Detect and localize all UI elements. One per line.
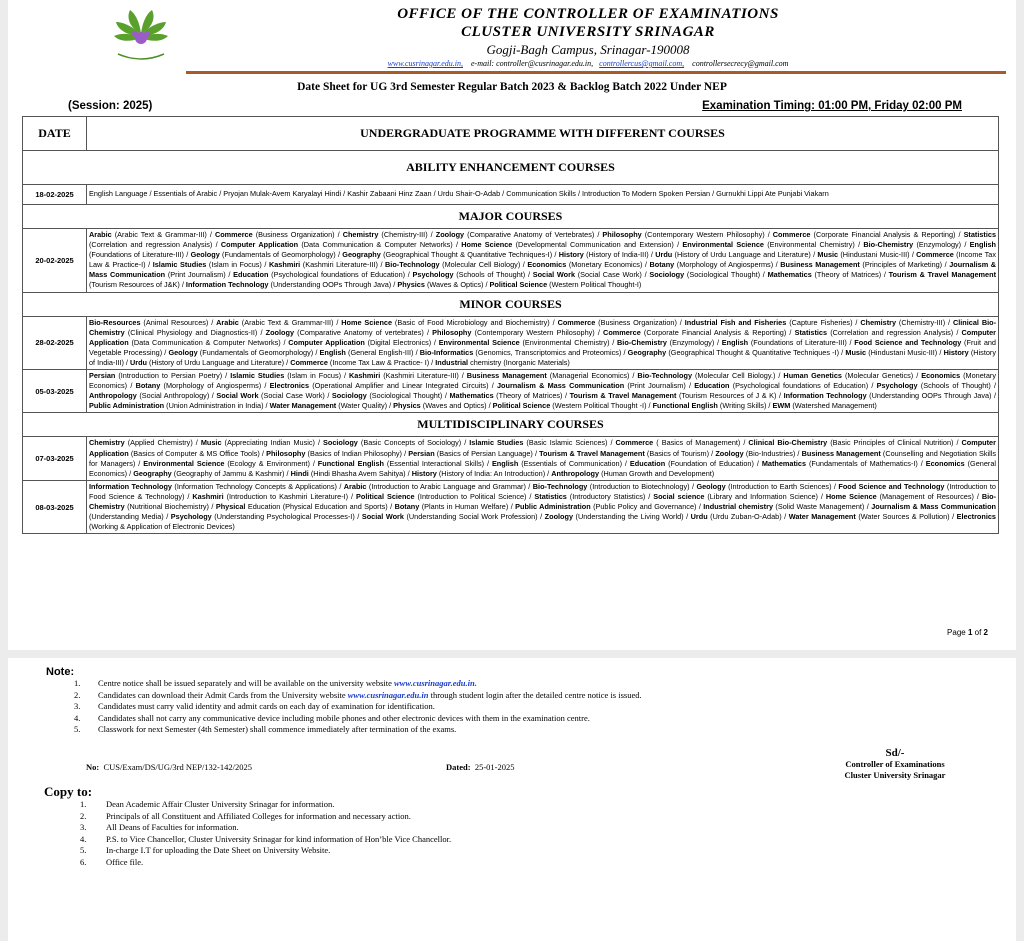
email-label: e-mail: <box>470 59 495 68</box>
row-courses: Chemistry (Applied Chemistry) / Music (Appreciating Indian Music) / Sociology (Basic Concepts of Sociology) / Islamic Studies (Basic Islamic Sciences) / Commerce ( Basics of Management) / Clinical Bio-Chemistry (Basic Principles of Clinical Nutrition) / Computer Application (Basics of Computer & MS Office Tools) / Philosophy (Basics of Indian Philosophy) / Persian (Basics of Persian Language) / Tourism & Travel Management (Basics of Tourism) / Zoology (Bio-Industries) / Business Management (Counselling and Negotiation Skills for Managers) / Environmental Science (Ecology & Environment) / Functional English (Essential Interactional Skills) / English (Essentials of Communication) / Education (Foundation of Education) / Mathematics (Fundamentals of Mathematics-I) / Economics (General Economics) / Geography (Geography of Jammu & Kashmir) / Hindi (Hindi Bhasha Avem Sahitya) / History (History of India: An Introduction) / Anthropology (Human Growth and Development) <box>87 437 999 480</box>
campus-address: Gogji-Bagh Campus, Srinagar-190008 <box>486 42 690 57</box>
note-item: 1. Centre notice shall be issued separately and will be available on the university website www.cusrinagar.edu.in. <box>74 678 477 688</box>
university-name: CLUSTER UNIVERSITY SRINAGAR <box>461 24 715 40</box>
signatory-title: Controller of Examinations <box>845 759 945 769</box>
page-current: 1 <box>967 628 973 637</box>
page-of-label: of <box>974 628 982 637</box>
date-sheet-table <box>22 116 999 534</box>
section-multidisciplinary: MULTIDISCIPLINARY COURSES <box>23 413 999 437</box>
row-date: 28-02-2025 <box>23 316 87 369</box>
website-link[interactable]: www.cusrinagar.edu.in <box>347 689 429 700</box>
contact-line <box>168 59 1008 68</box>
date-column-header: DATE <box>23 117 87 151</box>
note-item: 3. Candidates must carry valid identity and admit cards on each day of examination for identification. <box>74 701 435 711</box>
date-sheet-title: Date Sheet for UG 3rd Semester Regular Batch 2023 & Backlog Batch 2022 Under NEP <box>297 81 727 93</box>
row-date: 07-03-2025 <box>23 437 87 480</box>
issue-date: Dated: 25-01-2025 <box>446 762 515 772</box>
session-label: (Session: 2025) <box>68 100 153 112</box>
header-rule <box>186 71 1006 74</box>
copy-item: 5. In-charge I.T for uploading the Date Sheet on University Website. <box>80 845 331 855</box>
row-courses: Arabic (Arabic Text & Grammar-III) / Commerce (Business Organization) / Chemistry (Chemistry-III) / Zoology (Comparative Anatomy of Vertebrates) / Philosophy (Contemporary Western Philosophy) / Commerce (Corporate Financial Analysis & Reporting) / Statistics (Correlation and regression Analysis) / Computer Application (Data Communication & Computer Networks) / Home Science (Developmental Communication and Extension) / Environmental Science (Environmental Chemistry) / Bio-Chemistry (Enzymology) / English (Foundations of Literature-III) / Geology (Fundamentals of Geomorphology) / Geography (Geographical Thought & Quantitative Techniques-I) / History (History of India-III) / Urdu (History of Urdu Language and Literature) / Music (Hindustani Music-III) / Commerce (Income Tax Law & Practice-I) / Islamic Studies (Islam in Focus) / Kashmiri (Kashmiri Literature-III) / Bio-Technology (Molecular Cell Biology) / Economics (Monetary Economics) / Botany (Morphology of Angiosperms) / Business Management (Principles of Marketing) / Journalism & Mass Communication (Print Journalism) / Education (Psychological foundations of Education) / Psychology (Schools of Thought) / Social Work (Social Case Work) / Sociology (Sociological Thought) / Mathematics (Theory of Matrices) / Tourism & Travel Management (Tourism Resources of J&K) / Information Technology (Understanding OOPs Through Java) / Physics (Waves & Optics) / Political Science (Western Political Thought-I) <box>87 229 999 293</box>
university-logo <box>106 4 176 68</box>
row-date: 18-02-2025 <box>23 185 87 205</box>
note-item: 2. Candidates can download their Admit Cards from the University website www.cusrinagar.edu.in through student login after the detailed centre notice is issued. <box>74 689 642 700</box>
row-courses: Bio-Resources (Animal Resources) / Arabic (Arabic Text & Grammar-III) / Home Science (Basic of Food Microbiology and Biochemistry) / Commerce (Business Organization) / Industrial Fish and Fisheries (Capture Fisheries) / Chemistry (Chemistry-III) / Clinical Bio-Chemistry (Clinical Physiology and Diagnostics-II) / Zoology (Comparative Anatomy of vertebrates) / Philosophy (Contemporary Western Philosophy) / Commerce (Corporate Financial Analysis & Reporting) / Statistics (Correlation and regression Analysis) / Computer Application (Data Communication & Computer Networks) / Computer Application (Digital Electronics) / Environmental Science (Environmental Chemistry) / Bio-Chemistry (Enzymology) / English (Foundations of Literature-III) / Food Science and Technology (Fruit and Vegetable Processing) / Geology (Fundamentals of Geomorphology) / English (General English-III) / Bio-Informatics (Genomics, Transcriptomics and Proteomics) / Geography (Geographical Thought & Quantitative Techniques -I) / Music (Hindustani Music-III) / History (History of India-III) / Urdu (History of Urdu Language and Literature) / Commerce (Income Tax Law & Practice- I) / Industrial chemistry (Inorganic Materials) <box>87 316 999 369</box>
row-date: 08-03-2025 <box>23 480 87 533</box>
section-major: MAJOR COURSES <box>23 205 999 229</box>
signatory-org: Cluster University Srinagar <box>844 770 946 780</box>
page-2 <box>8 658 1016 941</box>
note-item: 5. Classwork for next Semester (4th Semester) shall commence immediately after termination of the exams. <box>74 724 457 734</box>
signature-block <box>830 748 960 781</box>
row-date: 20-02-2025 <box>23 229 87 293</box>
row-courses: Information Technology (Information Technology Concepts & Applications) / Arabic (Introduction to Arabic Language and Grammar) / Bio-Technology (Introduction to Biotechnology) / Geology (Introduction to Earth Sciences) / Food Science and Technology (Introduction to Food Science & Technology) / Kashmiri (Introduction to Kashmiri Literature-I) / Political Science (Introduction to Political Science) / Statistics (Introductory Statistics) / Social science (Library and Information Science) / Home Science (Management of Resources) / Bio-Chemistry (Nutritional Biochemistry) / Physical Education (Physical Education and Sports) / Botany (Plants in Human Welfare) / Public Administration (Public Policy and Governance) / Industrial chemistry (Solid Waste Management) / Journalism & Mass Communication (Understanding Media) / Psychology (Understanding Psychological Processes-I) / Social Work (Understanding Social Work Profession) / Zoology (Understanding the Living World) / Urdu (Urdu Zuban-O-Adab) / Water Management (Water Sources & Pollution) / Electronics (Working & Application of Electronic Devices) <box>87 480 999 533</box>
row-courses: Persian (Introduction to Persian Poetry) / Islamic Studies (Islam in Focus) / Kashmiri (Kashmiri Literature-III) / Business Management (Managerial Economics) / Bio-Technology (Molecular Cell Biology.) / Human Genetics (Molecular Genetics) / Economics (Monetary Economics) / Botany (Morphology of Angiosperms) / Electronics (Operational Amplifier and Linear Integrated Circuits) / Journalism & Mass Communication (Print Journalism) / Education (Psychological foundations of Education) / Psychology (Schools of Thought) / Anthropology (Social Anthropology) / Social Work (Social Case Work) / Sociology (Sociological Thought) / Mathematics (Theory of Matrices) / Tourism & Travel Management (Tourism Resources of J & K) / Information Technology (Understanding OOPs Through Java) / Public Administration (Union Administration in India) / Water Management (Water Quality) / Physics (Waves and Optics) / Political Science (Western Political Thought -I) / Functional English (Writing Skills) / EWM (Watershed Management) <box>87 370 999 413</box>
exam-timing: Examination Timing: 01:00 PM, Friday 02:00 PM <box>702 100 962 112</box>
section-minor: MINOR COURSES <box>23 292 999 316</box>
copy-item: 6. Office file. <box>80 856 144 867</box>
copy-item: 4. P.S. to Vice Chancellor, Cluster University Srinagar for kind information of Hon’ble Vice Chancellor. <box>80 833 452 844</box>
row-courses: English Language / Essentials of Arabic / Pryojan Mulak-Avem Karyalayi Hindi / Kashir Zabaani Hinz Zaan / Urdu Shair-O-Adab / Communication Skills / Introduction To Modern Spoken Persian / Gurnukhi Lippi Ate Punjabi Viakarn <box>87 185 999 205</box>
copy-to-list <box>80 799 980 868</box>
signature-sd: Sd/- <box>885 747 905 759</box>
note-item: 4. Candidates shall not carry any communicative device including mobile phones and other electronic devices with them in the examination centre. <box>74 712 590 723</box>
email-1[interactable]: controller@cusrinagar.edu.in, <box>496 59 594 68</box>
page-total: 2 <box>983 628 988 637</box>
page-1 <box>8 0 1016 650</box>
page-label: Page <box>947 628 966 637</box>
section-ability-enhancement: ABILITY ENHANCEMENT COURSES <box>23 151 999 185</box>
copy-item: 2. Principals of all Constituent and Affiliated Colleges for information and necessary action. <box>80 810 411 821</box>
email-2[interactable]: controllercus@gmail.com, <box>599 59 685 68</box>
copy-item: 1. Dean Academic Affair Cluster University Srinagar for information. <box>80 799 335 809</box>
copy-to-heading: Copy to: <box>44 784 93 799</box>
reference-number: No: CUS/Exam/DS/UG/3rd NEP/132-142/2025 <box>86 762 253 772</box>
copy-item: 3. All Deans of Faculties for information. <box>80 822 239 832</box>
note-heading: Note: <box>46 666 75 678</box>
website-link[interactable]: www.cusrinagar.edu.in, <box>387 59 463 68</box>
office-title: OFFICE OF THE CONTROLLER OF EXAMINATIONS <box>397 6 779 22</box>
note-list <box>74 678 974 736</box>
programme-column-header: UNDERGRADUATE PROGRAMME WITH DIFFERENT COURSES <box>87 117 999 151</box>
website-link[interactable]: www.cusrinagar.edu.in. <box>394 678 477 688</box>
page-number <box>947 628 988 637</box>
row-date: 05-03-2025 <box>23 370 87 413</box>
email-3[interactable]: controllersecrecy@gmail.com <box>692 59 789 68</box>
